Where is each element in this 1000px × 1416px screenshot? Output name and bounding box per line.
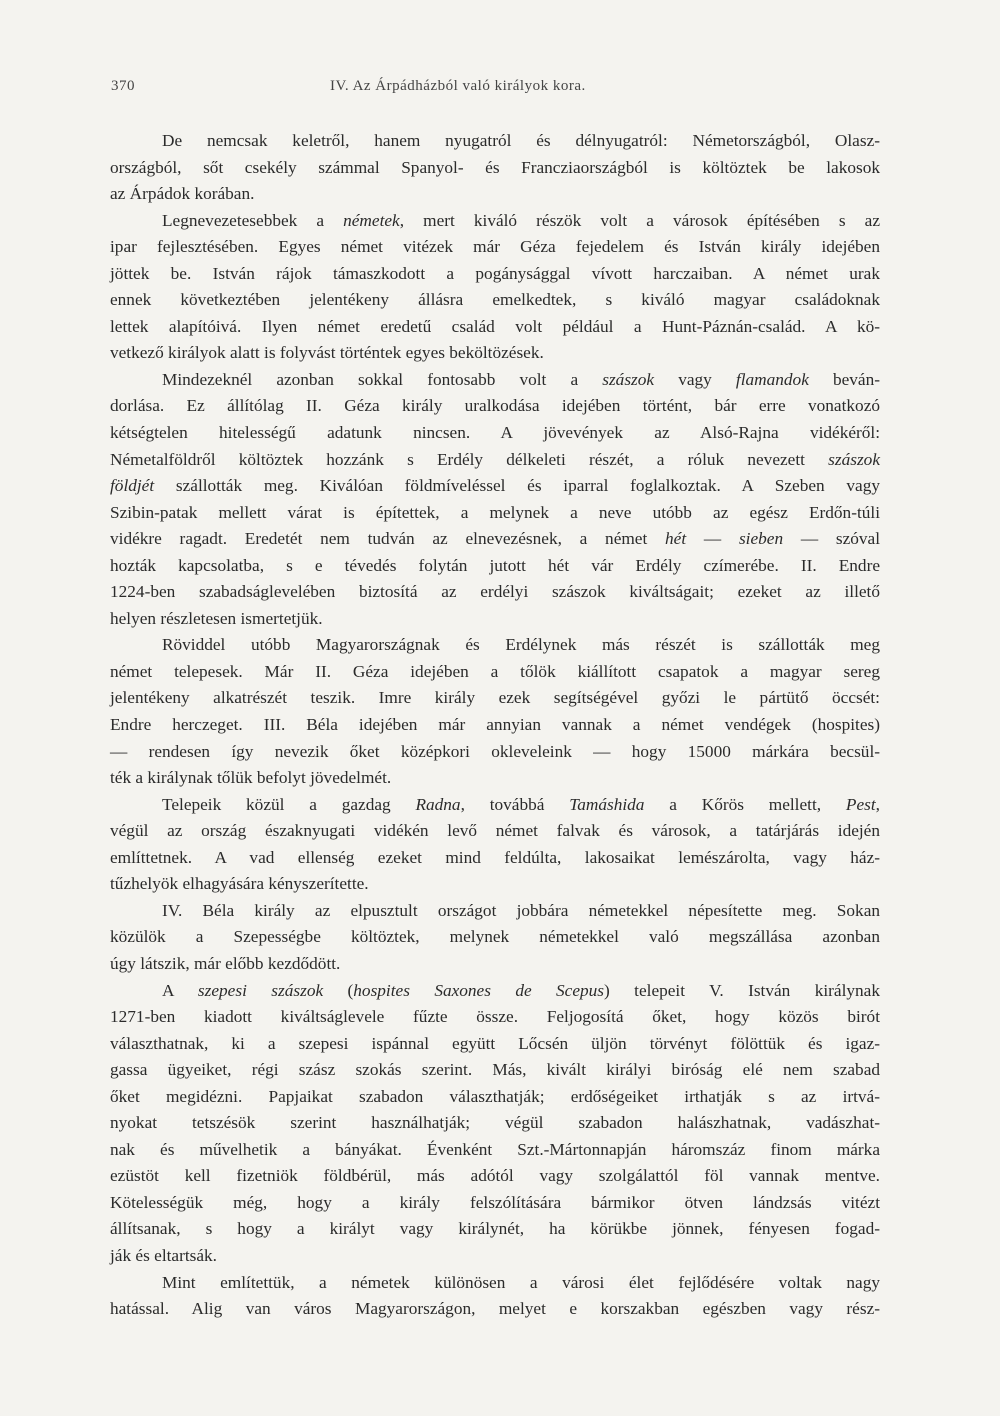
text-line <box>110 685 880 712</box>
text-run: Röviddel utóbb Magyarországnak és Erdélynek más részét is szállották meg <box>162 635 880 655</box>
chapter-title: IV. Az Árpádházból való királyok kora. <box>330 78 586 94</box>
text-line <box>110 234 880 261</box>
text-line <box>110 712 880 739</box>
text-run: hozták kapcsolatba, s e tévedés folytán jutott hét vár Erdély czímerébe. II. Endre <box>110 555 880 575</box>
text-run: , továbbá <box>460 794 570 814</box>
text-line <box>110 393 880 420</box>
text-line <box>110 792 880 819</box>
text-line <box>110 579 880 606</box>
text-line <box>110 128 880 155</box>
text-line <box>110 818 880 845</box>
text-run: ték a királynak tőlük befolyt jövedelmét. <box>110 768 392 788</box>
text-run: szállották meg. Kiválóan földmíveléssel és iparral foglalkoztak. A Szeben vagy <box>154 476 880 496</box>
text-run: említtetnek. A vad ellenség ezeket mind feldúlta, lakosaikat lemészárolta, vagy ház- <box>110 847 880 867</box>
text-line <box>110 473 880 500</box>
text-run: ennek következtében jelentékeny állásra emelkedtek, s kiváló magyar családoknak <box>110 290 880 310</box>
text-line <box>110 924 880 951</box>
text-run: nak és művelhetik a bányákat. Évenként Szt.-Mártonnapján háromszáz finom márka <box>110 1139 880 1159</box>
text-run: tűzhelyök elhagyására kényszerítette. <box>110 874 369 894</box>
italic-term: hospites Saxones de Scepus <box>353 980 605 1000</box>
text-run: országból, sőt csekély számmal Spanyol- és Francziaországból is költöztek be lakosok <box>110 157 880 177</box>
text-run: hatással. Alig van város Magyarországon, melyet e korszakban egészben vagy rész- <box>110 1299 880 1319</box>
text-line <box>110 261 880 288</box>
italic-term: németek <box>343 210 400 230</box>
text-line <box>110 340 880 367</box>
text-run: jelentékeny alkatrészét teszik. Imre király ezek segítségével győzi le pártütő öccsét: <box>110 688 880 708</box>
text-run: ipar fejlesztésében. Egyes német vitézek már Géza fejedelem és István király idejében <box>110 237 880 257</box>
text-run: — rendesen így nevezik őket középkori okleveleink — hogy 15000 márkára becsül- <box>110 741 880 761</box>
text-run: német telepesek. Már II. Géza idejében a tőlök kiállított csapatok a magyar sereg <box>110 661 880 681</box>
text-line <box>110 1057 880 1084</box>
text-run: az Árpádok korában. <box>110 184 255 204</box>
italic-term: szászok <box>602 369 655 389</box>
text-run: beván- <box>808 369 880 389</box>
text-line <box>110 1243 880 1270</box>
text-run: kétségtelen hitelességű adatunk nincsen. A jövevények az Alsó-Rajna vidékéről: <box>110 423 880 443</box>
text-run: vagy <box>654 369 736 389</box>
text-run: helyen részletesen ismertetjük. <box>110 608 323 628</box>
page-number: 370 <box>111 78 135 94</box>
italic-term: hét <box>665 529 687 549</box>
italic-term: Tamáshida <box>569 794 645 814</box>
text-run: Mint említettük, a németek különösen a városi élet fejlődésére voltak nagy <box>162 1272 880 1292</box>
text-run: Mindezeknél azonban sokkal fontosabb volt a <box>162 369 603 389</box>
italic-term: Pest <box>845 794 876 814</box>
text-run: — <box>686 529 739 549</box>
text-run: állítsanak, s hogy a királyt vagy királynét, ha körükbe jönnek, fényesen fogad- <box>110 1219 880 1239</box>
text-line <box>110 208 880 235</box>
text-line <box>110 659 880 686</box>
body-text <box>110 128 880 1323</box>
italic-term: flamandok <box>735 369 809 389</box>
text-line <box>110 1163 880 1190</box>
text-line <box>110 181 880 208</box>
text-run: A <box>162 980 198 1000</box>
text-run: nyokat tetszésök szerint használhatják; végül szabadon halászhatnak, vadászhat- <box>110 1113 880 1133</box>
text-run: Szibin-patak mellett várat is építettek, a melynek a neve utóbb az egész Erdőn-túli <box>110 502 880 522</box>
italic-term: szepesi szászok <box>197 980 324 1000</box>
text-line <box>110 314 880 341</box>
text-run: ják és eltartsák. <box>110 1245 218 1265</box>
text-run: ezüstöt kell fizetniök földbérül, más adótól vagy szolgálattól föl vannak mentve. <box>110 1166 880 1186</box>
text-line <box>110 871 880 898</box>
text-line <box>110 606 880 633</box>
italic-term: földjét <box>110 476 155 496</box>
text-run: 1224-ben szabadságlevelében biztosítá az erdélyi szászok kiváltságait; ezeket az illető <box>110 582 880 602</box>
text-run: választhatnak, ki a szepesi ispánnal együtt Lőcsén üljön törvényt fölöttük és igaz- <box>110 1033 880 1053</box>
text-line <box>110 898 880 925</box>
text-run: jöttek be. István rájok támaszkodott a pogánysággal vívott harczaiban. A német urak <box>110 263 880 283</box>
italic-term: Radna <box>415 794 461 814</box>
text-line <box>110 1004 880 1031</box>
text-line <box>110 632 880 659</box>
text-run: vidékre ragadt. Eredetét nem tudván az elnevezésnek, a német <box>110 529 666 549</box>
text-line <box>110 845 880 872</box>
text-run: vetkező királyok alatt is folyvást történtek egyes beköltözések. <box>110 343 544 363</box>
text-run: lettek alapítóivá. Ilyen német eredetű család volt például a Hunt-Páznán-család. A kö- <box>110 316 880 336</box>
text-run: Kötelességük még, hogy a király felszólítására bármikor ötven lándzsás vitézt <box>110 1192 880 1212</box>
text-run: IV. Béla király az elpusztult országot jobbára németekkel népesítette meg. Sokan <box>162 900 880 920</box>
text-run: végül az ország északnyugati vidékén levő német falvak és városok, a tatárjárás idején <box>110 821 880 841</box>
text-line <box>110 367 880 394</box>
italic-term: szászok <box>828 449 880 469</box>
text-run: Telepeik közül a gazdag <box>162 794 416 814</box>
text-run: gassa ügyeiket, régi szász szokás szerint. Más, kivált királyi biróság elé nem szabad <box>110 1060 880 1080</box>
text-line <box>110 951 880 978</box>
text-run: Endre herczeget. III. Béla idejében már annyian vannak a német vendégek (hospites) <box>110 715 880 735</box>
text-line <box>110 287 880 314</box>
text-run: dorlása. Ez állítólag II. Géza király uralkodása idejében történt, bár erre vonatkozó <box>110 396 880 416</box>
text-line <box>110 1084 880 1111</box>
text-line <box>110 739 880 766</box>
text-line <box>110 420 880 447</box>
text-line <box>110 1216 880 1243</box>
text-line <box>110 1137 880 1164</box>
text-run: Legnevezetesebbek a <box>162 210 344 230</box>
text-line <box>110 500 880 527</box>
text-line <box>110 447 880 474</box>
text-run: közülök a Szepességbe költöztek, melynek németekkel való megszállása azonban <box>110 927 880 947</box>
text-run: , mert kiváló részök volt a városok építésében s az <box>399 210 880 230</box>
text-line <box>110 526 880 553</box>
text-line <box>110 1190 880 1217</box>
text-run: — szóval <box>783 529 881 549</box>
text-run: ( <box>323 980 354 1000</box>
text-run: úgy látszik, már előbb kezdődött. <box>110 953 341 973</box>
text-line <box>110 1296 880 1323</box>
text-run: ) telepeit V. István királynak <box>604 980 880 1000</box>
text-run: Németalföldről költöztek hozzánk s Erdély délkeleti részét, a róluk nevezett <box>110 449 829 469</box>
text-run: a Kőrös mellett, <box>644 794 846 814</box>
text-line <box>110 1110 880 1137</box>
text-line <box>110 155 880 182</box>
text-run: , <box>875 794 880 814</box>
text-line <box>110 1031 880 1058</box>
text-line <box>110 978 880 1005</box>
text-line <box>110 553 880 580</box>
text-line <box>110 1270 880 1297</box>
text-run: De nemcsak keletről, hanem nyugatról és délnyugatról: Németországból, Olasz- <box>162 131 880 150</box>
text-line <box>110 765 880 792</box>
text-run: 1271-ben kiadott kiváltságlevele fűzte össze. Feljogosítá őket, hogy közös birót <box>110 1007 880 1027</box>
italic-term: sieben <box>738 529 784 549</box>
text-run: őket megidézni. Papjaikat szabadon választhatják; erdőségeiket irthatják s az irtvá- <box>110 1086 880 1106</box>
